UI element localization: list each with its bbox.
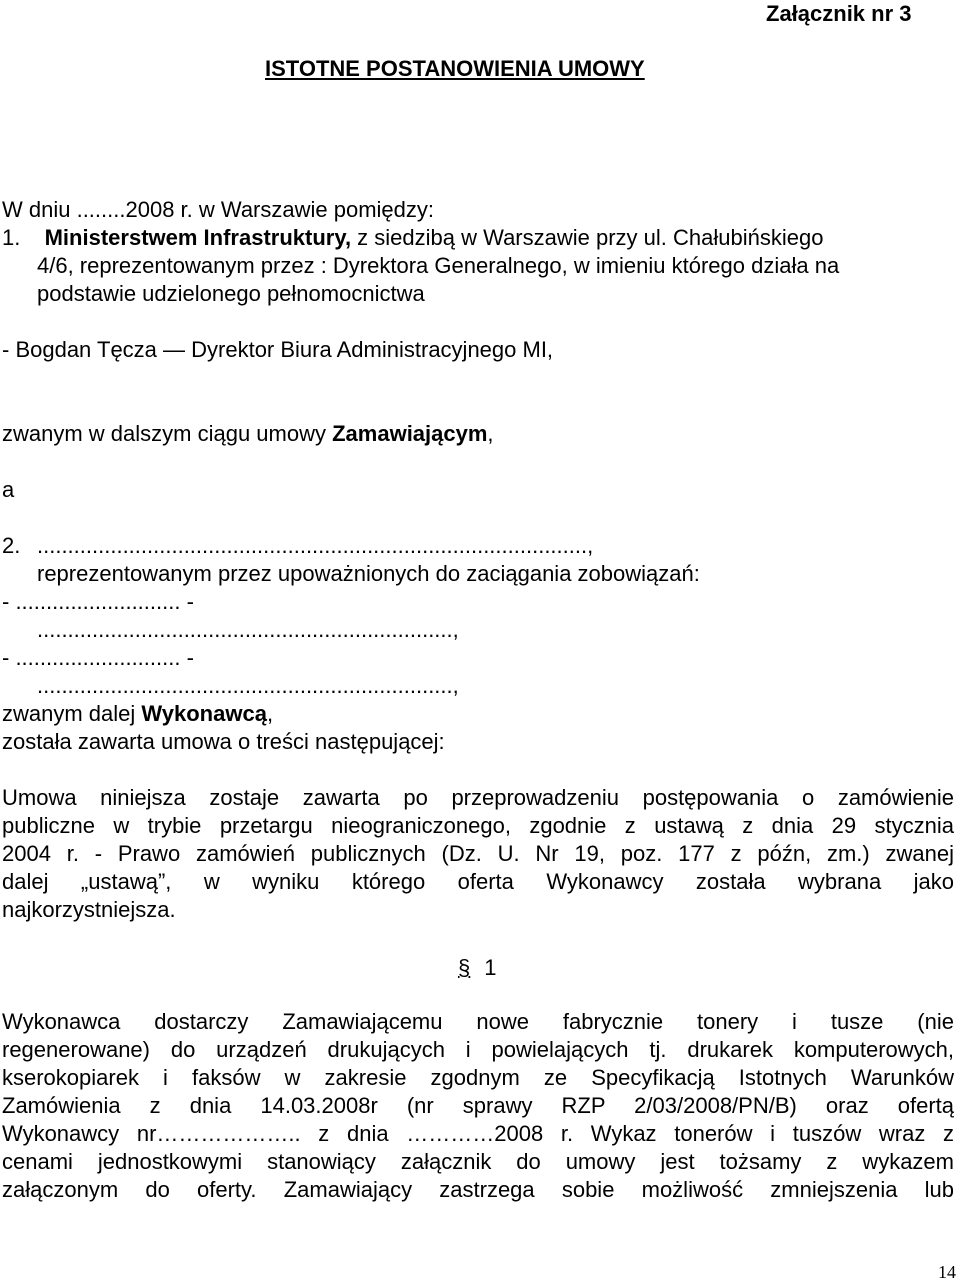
section-heading (458, 954, 497, 982)
signatory2-line: - ........................... - (2, 645, 194, 670)
ordering-party-pre: zwanym w dalszym ciągu umowy (2, 421, 333, 446)
attachment-label: Załącznik nr 3 (766, 1, 912, 26)
paragraph-line: Umowa niniejsza zostaje zawarta po przeprowadzeniu postępowania o zamówienie (2, 785, 954, 810)
paragraph-line: najkorzystniejsza. (2, 897, 176, 922)
party1-name: Ministerstwem Infrastruktury, (44, 225, 352, 250)
representative-line: - Bogdan Tęcza — Dyrektor Biura Administracyjnego MI, (2, 337, 554, 362)
page-number: 14 (938, 1262, 956, 1282)
intro-date-line: W dniu ........2008 r. w Warszawie pomiędzy: (2, 197, 435, 222)
party2-dots: .........................................................................................., (37, 533, 594, 558)
paragraph-legal-basis (2, 784, 954, 924)
paragraph-line: Zamówienia z dnia 14.03.2008r (nr sprawy RZP 2/03/2008/PN/B) oraz ofertą (2, 1093, 954, 1118)
party1-line (2, 224, 823, 252)
party2-representation: reprezentowanym przez upoważnionych do zaciągania zobowiązań: (37, 561, 700, 586)
paragraph-line: dalej „ustawą”, w wyniku którego oferta Wykonawcy została wybrana jako (2, 869, 954, 894)
section-symbol: § (458, 955, 471, 980)
contractor-pre: zwanym dalej (2, 701, 142, 726)
paragraph-line: cenami jednostkowymi stanowiący załącznik do umowy jest tożsamy z wykazem (2, 1149, 954, 1174)
paragraph-line: publiczne w trybie przetargu nieograniczonego, zgodnie z ustawą z dnia 29 stycznia (2, 813, 954, 838)
ordering-party-post: , (487, 421, 494, 446)
paragraph-line: Wykonawcy nr……………….. z dnia …………2008 r. Wykaz tonerów i tuszów wraz z (2, 1121, 954, 1146)
party1-representation: 4/6, reprezentowanym przez : Dyrektora Generalnego, w imieniu którego działa na (37, 253, 840, 278)
contractor-name: Wykonawcą (141, 701, 267, 726)
ordering-party-name: Zamawiającym (332, 421, 488, 446)
party1-address: z siedzibą w Warszawie przy ul. Chałubińskiego (351, 225, 824, 250)
ordering-party-line (2, 420, 494, 448)
paragraph-line: załączonym do oferty. Zamawiający zastrzega sobie możliwość zmniejszenia lub (2, 1177, 954, 1202)
paragraph-line: regenerowane) do urządzeń drukujących i powielających tj. drukarek komputerowych, (2, 1037, 954, 1062)
paragraph-line: 2004 r. - Prawo zamówień publicznych (Dz. U. Nr 19, poz. 177 z późn, zm.) zwanej (2, 841, 954, 866)
paragraph-subject (2, 1008, 954, 1204)
paragraph-line: kserokopiarek i faksów w zakresie zgodnym ze Specyfikacją Istotnych Warunków (2, 1065, 954, 1090)
signatory2-dots: ...................................................................., (37, 673, 459, 698)
signatory1-line: - ........................... - (2, 589, 194, 614)
conjunction-a: a (2, 477, 15, 502)
party1-number: 1. (2, 225, 21, 250)
contract-concluded-line: została zawarta umowa o treści następującej: (2, 729, 445, 754)
paragraph-line: Wykonawca dostarczy Zamawiającemu nowe fabrycznie tonery i tusze (nie (2, 1009, 954, 1034)
document-title: ISTOTNE POSTANOWIENIA UMOWY (265, 56, 645, 81)
section-number: 1 (484, 955, 497, 980)
signatory1-dots: ...................................................................., (37, 617, 459, 642)
contractor-line (2, 700, 273, 728)
party2-number: 2. (2, 533, 21, 558)
contractor-post: , (266, 701, 274, 726)
party1-authority: podstawie udzielonego pełnomocnictwa (37, 281, 425, 306)
